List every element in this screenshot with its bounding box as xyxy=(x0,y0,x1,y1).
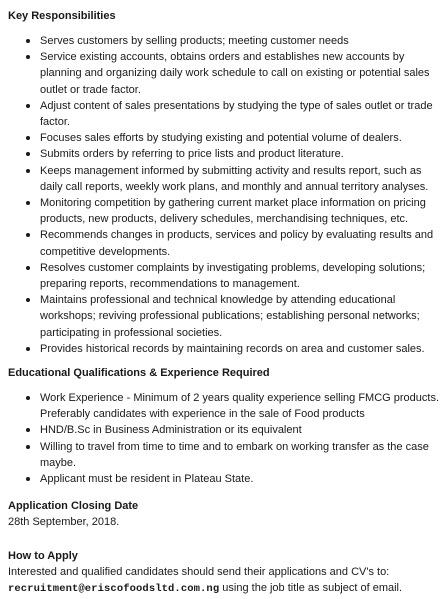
apply-email-line xyxy=(8,580,443,598)
education-heading: Educational Qualifications & Experience Required xyxy=(8,367,270,380)
apply-email-suffix: using the job title as subject of email. xyxy=(219,582,403,595)
closing-date-heading: Application Closing Date xyxy=(8,500,139,513)
key-responsibilities-heading: Key Responsibilities xyxy=(8,10,116,22)
list-item: Work Experience - Minimum of 2 years quality experience selling FMCG products. Preferably candidates with experience in the sale of Food products xyxy=(40,390,443,422)
list-item: Applicant must be resident in Plateau State. xyxy=(40,471,443,487)
closing-date-value: 28th September, 2018. xyxy=(8,516,120,529)
education-section xyxy=(8,365,443,487)
list-item: Recommends changes in products, services and policy by evaluating results and competitive developments. xyxy=(40,227,443,259)
list-item: Resolves customer complaints by investigating problems, developing solutions; preparing reports, recommendations to management. xyxy=(40,260,443,292)
recruitment-email-link[interactable]: recruitment@eriscofoodsltd.com.ng xyxy=(8,583,220,596)
list-item: Maintains professional and technical knowledge by attending educational workshops; reviving professional publications; establishing personal networks; participating in professional societies. xyxy=(40,292,443,341)
list-item: Focuses sales efforts by studying existing and potential volume of dealers. xyxy=(40,130,443,146)
list-item: Willing to travel from time to time and to embark on working transfer as the case maybe. xyxy=(40,439,443,471)
list-item: Serves customers by selling products; meeting customer needs xyxy=(40,33,443,49)
list-item: Service existing accounts, obtains orders and establishes new accounts by planning and organizing daily work schedule to call on existing or potential sales outlet or trade factor. xyxy=(40,49,443,98)
apply-instructions: Interested and qualified candidates should send their applications and CV's to: xyxy=(8,565,390,578)
key-responsibilities-list xyxy=(8,33,443,357)
how-to-apply-heading: How to Apply xyxy=(8,549,78,562)
list-item: Submits orders by referring to price lists and product literature. xyxy=(40,146,443,162)
education-list xyxy=(8,390,443,487)
how-to-apply-section xyxy=(8,548,443,598)
list-item: Monitoring competition by gathering current market place information on pricing products, new products, delivery schedules, merchandising techniques, etc. xyxy=(40,195,443,227)
list-item: HND/B.Sc in Business Administration or its equivalent xyxy=(40,422,443,438)
closing-date-section xyxy=(8,498,443,531)
list-item: Provides historical records by maintaining records on area and customer sales. xyxy=(40,341,443,357)
list-item: Keeps management informed by submitting activity and results report, such as daily call reports, weekly work plans, and monthly and annual territory analyses. xyxy=(40,163,443,195)
list-item: Adjust content of sales presentations by studying the type of sales outlet or trade factor. xyxy=(40,98,443,130)
key-responsibilities-section xyxy=(8,8,443,357)
